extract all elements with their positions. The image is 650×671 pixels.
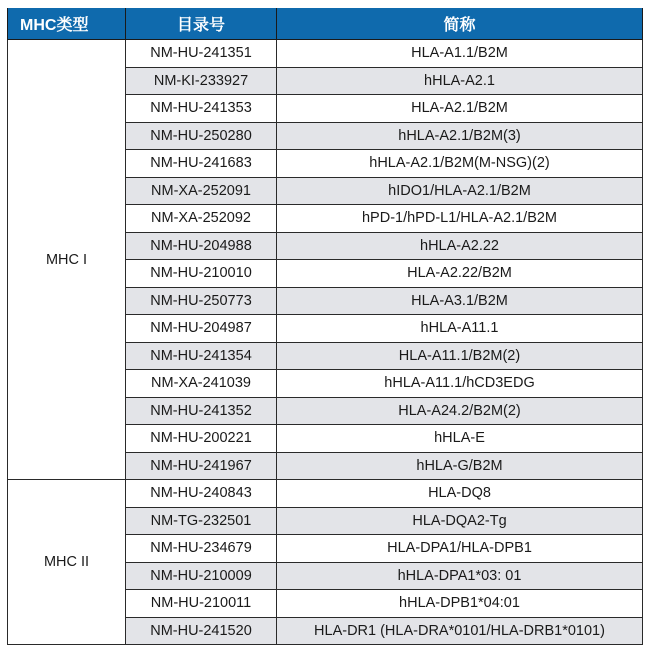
header-row (8, 8, 643, 40)
catalog-number-cell: NM-HU-241967 (126, 452, 277, 480)
short-name-cell: hPD-1/hPD-L1/HLA-A2.1/B2M (277, 205, 643, 233)
short-name-cell: hHLA-DPB1*04:01 (277, 590, 643, 618)
table-row (8, 480, 643, 508)
catalog-number-cell: NM-HU-241354 (126, 342, 277, 370)
short-name-cell: hHLA-E (277, 425, 643, 453)
table-row (8, 40, 643, 68)
short-name-cell: HLA-DQA2-Tg (277, 507, 643, 535)
short-name-cell: HLA-A11.1/B2M(2) (277, 342, 643, 370)
short-name-cell: hHLA-A2.1/B2M(3) (277, 122, 643, 150)
short-name-cell: hHLA-A2.1 (277, 67, 643, 95)
catalog-number-cell: NM-HU-240843 (126, 480, 277, 508)
catalog-number-cell: NM-XA-241039 (126, 370, 277, 398)
short-name-cell: hHLA-DPA1*03: 01 (277, 562, 643, 590)
short-name-cell: HLA-DPA1/HLA-DPB1 (277, 535, 643, 563)
catalog-number-cell: NM-HU-241352 (126, 397, 277, 425)
short-name-cell: HLA-DQ8 (277, 480, 643, 508)
catalog-number-cell: NM-HU-241520 (126, 617, 277, 645)
catalog-number-cell: NM-HU-241351 (126, 40, 277, 68)
short-name-cell: hHLA-A2.22 (277, 232, 643, 260)
short-name-cell: HLA-DR1 (HLA-DRA*0101/HLA-DRB1*0101) (277, 617, 643, 645)
short-name-cell: HLA-A24.2/B2M(2) (277, 397, 643, 425)
table-body (8, 40, 643, 645)
short-name-cell: hHLA-A11.1 (277, 315, 643, 343)
short-name-cell: HLA-A2.1/B2M (277, 95, 643, 123)
catalog-number-cell: NM-HU-200221 (126, 425, 277, 453)
short-name-cell: hHLA-A11.1/hCD3EDG (277, 370, 643, 398)
header-name: 简称 (277, 8, 643, 40)
header-type: MHC类型 (8, 8, 126, 40)
short-name-cell: HLA-A3.1/B2M (277, 287, 643, 315)
mhc-type-cell: MHC II (8, 480, 126, 645)
short-name-cell: hHLA-A2.1/B2M(M-NSG)(2) (277, 150, 643, 178)
catalog-number-cell: NM-HU-250773 (126, 287, 277, 315)
short-name-cell: hIDO1/HLA-A2.1/B2M (277, 177, 643, 205)
mhc-table (7, 8, 643, 645)
catalog-number-cell: NM-HU-204988 (126, 232, 277, 260)
catalog-number-cell: NM-HU-210010 (126, 260, 277, 288)
short-name-cell: HLA-A2.22/B2M (277, 260, 643, 288)
short-name-cell: HLA-A1.1/B2M (277, 40, 643, 68)
catalog-number-cell: NM-TG-232501 (126, 507, 277, 535)
catalog-number-cell: NM-HU-210011 (126, 590, 277, 618)
catalog-number-cell: NM-XA-252091 (126, 177, 277, 205)
mhc-type-cell: MHC I (8, 40, 126, 480)
catalog-number-cell: NM-KI-233927 (126, 67, 277, 95)
catalog-number-cell: NM-HU-241353 (126, 95, 277, 123)
catalog-number-cell: NM-HU-234679 (126, 535, 277, 563)
catalog-number-cell: NM-HU-241683 (126, 150, 277, 178)
short-name-cell: hHLA-G/B2M (277, 452, 643, 480)
catalog-number-cell: NM-HU-204987 (126, 315, 277, 343)
header-catalog: 目录号 (126, 8, 277, 40)
catalog-number-cell: NM-HU-250280 (126, 122, 277, 150)
catalog-number-cell: NM-HU-210009 (126, 562, 277, 590)
catalog-number-cell: NM-XA-252092 (126, 205, 277, 233)
